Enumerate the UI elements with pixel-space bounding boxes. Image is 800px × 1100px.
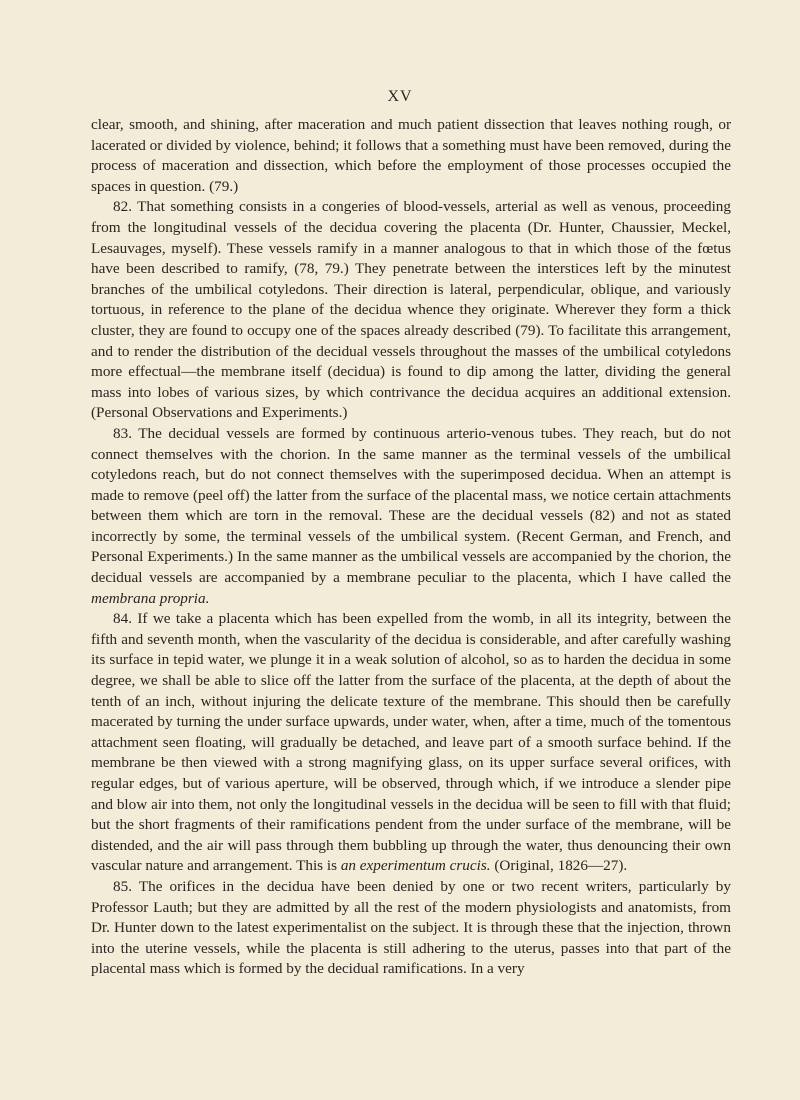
paragraph-84-citation: (Original, 1826—27). — [494, 857, 628, 875]
paragraph-84 — [91, 609, 731, 877]
paragraph-84-text: 84. If we take a placenta which has been expelled from the womb, in all its integrity, between the fifth and seventh month, when the vascularity of the decidua is considerable, and after carefully washing its surface in tepid water, we plunge it in a weak solution of alcohol, so as to harden the decidua in some degree, we shall be able to slice off the latter from the surface of the placenta, at the depth of about the tenth of an inch, without injuring the delicate texture of the membrane. This should then be carefully macerated by turning the under surface upwards, under water, when, after a time, much of the tomentous attachment seen floating, will gradually be detached, and leave part of a smooth surface behind. If the membrane be then viewed with a strong magnifying glass, on its upper surface several orifices, with regular edges, but of various aperture, will be observed, through which, if we introduce a slender pipe and blow air into them, not only the longitudinal vessels in the decidua will be seen to fill with that fluid; but the short fragments of their ramifications pendent from the under surface of the membrane, will be distended, and the air will pass through them bubbling up through the water, thus denouncing their own vascular nature and arrangement. This is — [91, 610, 731, 875]
body-text — [91, 115, 731, 980]
paragraph-82: 82. That something consists in a congeries of blood-vessels, arterial as well as venous, proceeding from the longitudinal vessels of the decidua covering the placenta (Dr. Hunter, Chaussier, Meckel, Lesauvages, myself). These vessels ramify in a manner analogous to that in which those of the fœtus have been described to ramify, (78, 79.) They penetrate between the interstices left by the minutest branches of the umbilical cotyledons. Their direction is lateral, perpendicular, oblique, and variously tortuous, in reference to the plane of the decidua whence they originate. Wherever they form a thick cluster, they are found to occupy one of the spaces already described (79). To facilitate this arrangement, and to render the distribution of the decidual vessels throughout the masses of the umbilical cotyledons more effectual—the membrane itself (decidua) is found to dip among the latter, dividing the general mass into lobes of various sizes, by which contrivance the decidua acquires an additional extension. (Personal Observations and Experiments.) — [91, 198, 731, 422]
paragraph-83-emphasis: membrana propria. — [91, 589, 210, 607]
paragraph-83-text: 83. The decidual vessels are formed by continuous arterio-venous tubes. They reach, but do not connect themselves with the chorion. In the same manner as the terminal vessels of the umbilical cotyledons reach, but do not connect themselves with the superimposed decidua. When an attempt is made to remove (peel off) the latter from the surface of the placental mass, we notice certain attachments between them which are torn in the removal. These are the decidual vessels (82) and not as stated incorrectly by some, the terminal vessels of the umbilical system. (Recent German, and French, and Personal Experiments.) In the same manner as the umbilical vessels are accompanied by the chorion, the decidual vessels are accompanied by a membrane peculiar to the placenta, which I have called the — [91, 424, 731, 587]
page-number: XV — [387, 88, 413, 105]
paragraph-continued: clear, smooth, and shining, after maceration and much patient dissection that leaves nothing rough, or lacerated or divided by violence, behind; it follows that a something must have been removed, during the process of maceration and dissection, which before the employment of those processes occupied the spaces in question. (79.) — [91, 116, 731, 195]
paragraph-83 — [91, 424, 731, 609]
paragraph-85: 85. The orifices in the decidua have been denied by one or two recent writers, particularly by Professor Lauth; but they are admitted by all the rest of the modern physiologists and anatomists, from Dr. Hunter down to the latest experimentalist on the subject. It is through these that the injection, thrown into the uterine vessels, while the placenta is still adhering to the uterus, passes into that part of the placental mass which is formed by the decidual ramifications. In a very — [91, 877, 731, 978]
paragraph-84-emphasis: an experimentum crucis. — [340, 857, 491, 875]
